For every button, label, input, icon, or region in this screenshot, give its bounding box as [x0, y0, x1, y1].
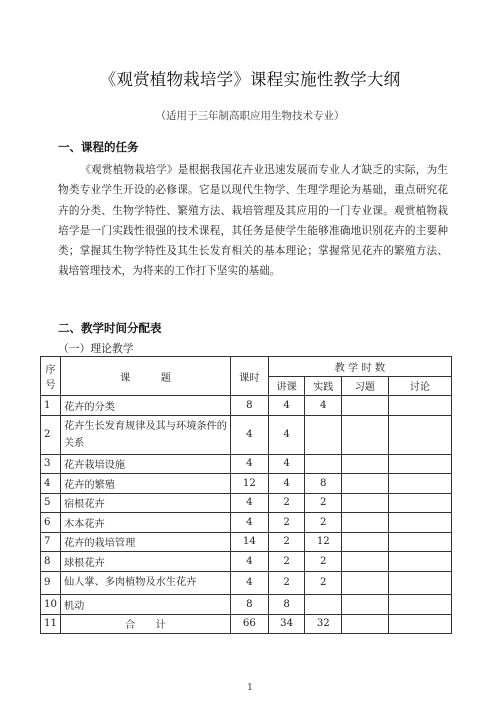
- table-row: [41, 532, 452, 552]
- section-heading-task: 一、课程的任务: [58, 140, 139, 154]
- table-row: [41, 552, 452, 572]
- cell-hours: 12: [231, 474, 269, 494]
- cell-discussion: [388, 571, 451, 595]
- document-subtitle: （适用于三年制高职应用生物技术专业）: [155, 110, 345, 122]
- cell-topic: 花卉的分类: [60, 396, 230, 416]
- cell-hours: 4: [231, 513, 269, 533]
- cell-seq: 9: [41, 571, 61, 595]
- cell-discussion: [388, 532, 451, 552]
- cell-practice: 2: [305, 493, 342, 513]
- cell-exercise: [342, 513, 389, 533]
- header-hours: 课时: [231, 357, 269, 396]
- cell-exercise: [342, 571, 389, 595]
- cell-seq: 11: [41, 614, 61, 634]
- task-paragraph: 《观赏植物栽培学》是根据我国花卉业迅速发展而专业人才缺乏的实际，为生物类专业学生开设的必修课。它是以现代生物学、生理学理论为基础，重点研究花卉的分类、生物学特性、繁殖方法、栽培管理及其应用的一门专业课。观赏植物栽培学是一门实践性很强的技术课程，其任务是使学生能够准确地识别花卉的主要种类；掌握其生物学特性及其生长发育相关的基本理论；掌握常见花卉的繁殖方法、栽培管理技术，为将来的工作打下坚实的基础。: [58, 164, 448, 278]
- cell-hours: 8: [231, 396, 269, 416]
- cell-hours: 4: [231, 493, 269, 513]
- header-practice: 实践: [305, 376, 342, 396]
- cell-discussion: [388, 415, 451, 454]
- header-group: 教 学 时 数: [268, 357, 451, 377]
- cell-seq: 2: [41, 415, 61, 454]
- cell-seq: 10: [41, 595, 61, 615]
- cell-practice: 2: [305, 552, 342, 572]
- cell-lecture: 4: [268, 415, 305, 454]
- cell-lecture: 2: [268, 493, 305, 513]
- schedule-table: [40, 356, 452, 634]
- cell-exercise: [342, 552, 389, 572]
- table-total-row: [41, 614, 452, 634]
- cell-seq: 6: [41, 513, 61, 533]
- table-header-row: [41, 357, 452, 377]
- cell-discussion: [388, 454, 451, 474]
- table-row: [41, 595, 452, 615]
- header-exercise: 习题: [342, 376, 389, 396]
- cell-exercise: [342, 396, 389, 416]
- cell-topic: 花卉生长发育规律及其与环境条件的关系: [60, 415, 230, 454]
- cell-discussion: [388, 474, 451, 494]
- cell-practice: 2: [305, 513, 342, 533]
- header-topic: 课 题: [60, 357, 230, 396]
- cell-topic: 木本花卉: [60, 513, 230, 533]
- cell-hours: 66: [231, 614, 269, 634]
- cell-exercise: [342, 493, 389, 513]
- header-seq: 序号: [41, 357, 61, 396]
- cell-seq: 5: [41, 493, 61, 513]
- table-row: [41, 493, 452, 513]
- cell-practice: [305, 595, 342, 615]
- cell-exercise: [342, 532, 389, 552]
- cell-lecture: 8: [268, 595, 305, 615]
- header-discussion: 讨论: [388, 376, 451, 396]
- cell-seq: 4: [41, 474, 61, 494]
- cell-lecture: 4: [268, 454, 305, 474]
- cell-discussion: [388, 552, 451, 572]
- cell-topic: 球根花卉: [60, 552, 230, 572]
- cell-topic: 仙人掌、多肉植物及水生花卉: [60, 571, 230, 595]
- cell-topic: 花卉栽培设施: [60, 454, 230, 474]
- table-row: [41, 396, 452, 416]
- cell-hours: 4: [231, 415, 269, 454]
- cell-lecture: 2: [268, 532, 305, 552]
- cell-topic: 机动: [60, 595, 230, 615]
- cell-hours: 14: [231, 532, 269, 552]
- cell-seq: 1: [41, 396, 61, 416]
- cell-exercise: [342, 614, 389, 634]
- cell-lecture: 2: [268, 552, 305, 572]
- header-lecture: 讲课: [268, 376, 305, 396]
- document-title: 《观赏植物栽培学》课程实施性教学大纲: [99, 70, 401, 89]
- cell-topic: 花卉的繁殖: [60, 474, 230, 494]
- section-heading-schedule: 二、教学时间分配表: [58, 321, 162, 335]
- cell-hours: 8: [231, 595, 269, 615]
- table-row: [41, 571, 452, 595]
- table-row: [41, 474, 452, 494]
- cell-lecture: 2: [268, 513, 305, 533]
- page-number: 1: [247, 683, 253, 693]
- cell-practice: [305, 454, 342, 474]
- cell-practice: 4: [305, 396, 342, 416]
- cell-exercise: [342, 454, 389, 474]
- cell-lecture: 34: [268, 614, 305, 634]
- cell-hours: 4: [231, 552, 269, 572]
- cell-seq: 7: [41, 532, 61, 552]
- cell-practice: 12: [305, 532, 342, 552]
- cell-hours: 4: [231, 454, 269, 474]
- cell-lecture: 4: [268, 474, 305, 494]
- cell-practice: [305, 415, 342, 454]
- table-row: [41, 513, 452, 533]
- cell-discussion: [388, 595, 451, 615]
- cell-practice: 32: [305, 614, 342, 634]
- cell-hours: 4: [231, 571, 269, 595]
- table-row: [41, 415, 452, 454]
- cell-seq: 8: [41, 552, 61, 572]
- cell-discussion: [388, 513, 451, 533]
- cell-practice: 8: [305, 474, 342, 494]
- cell-seq: 3: [41, 454, 61, 474]
- cell-discussion: [388, 493, 451, 513]
- cell-topic: 花卉的栽培管理: [60, 532, 230, 552]
- cell-lecture: 2: [268, 571, 305, 595]
- table-row: [41, 454, 452, 474]
- cell-lecture: 4: [268, 396, 305, 416]
- cell-exercise: [342, 474, 389, 494]
- section-subheading-theory: （一）理论教学: [58, 342, 134, 355]
- cell-practice: 2: [305, 571, 342, 595]
- section-body-task: [58, 160, 448, 282]
- cell-discussion: [388, 614, 451, 634]
- cell-discussion: [388, 396, 451, 416]
- cell-exercise: [342, 595, 389, 615]
- cell-total-label: 合 计: [60, 614, 230, 634]
- cell-topic: 宿根花卉: [60, 493, 230, 513]
- cell-exercise: [342, 415, 389, 454]
